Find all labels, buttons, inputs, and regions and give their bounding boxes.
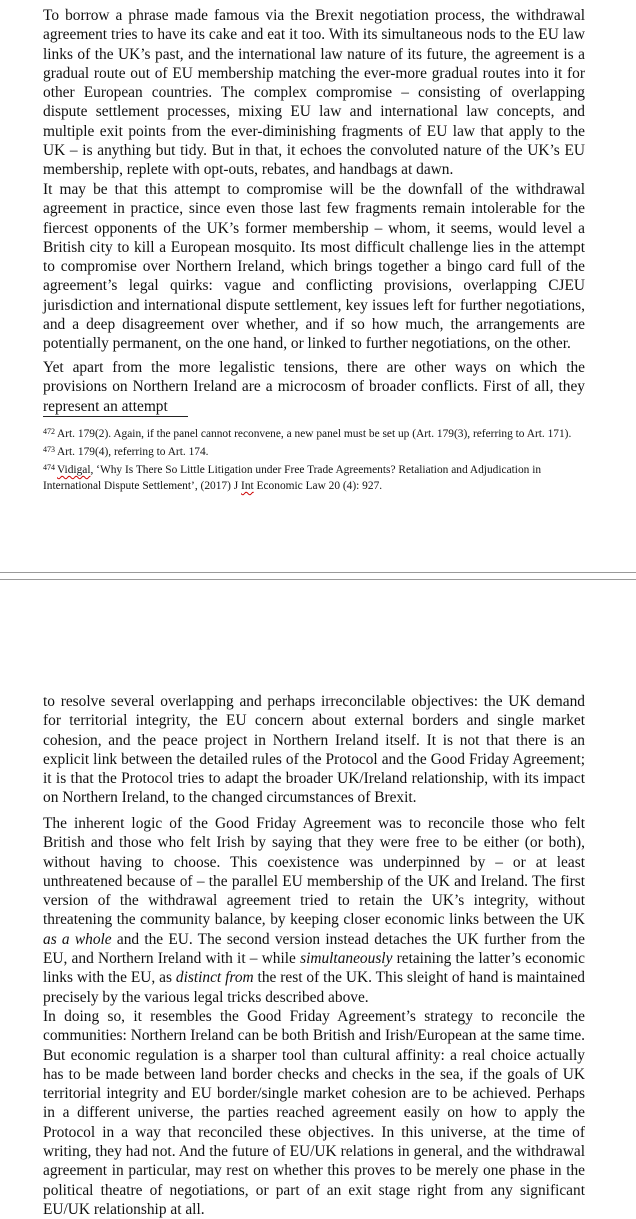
footnote-number: 472 bbox=[43, 427, 55, 436]
emphasis-distinct-from: distinct from bbox=[175, 969, 254, 987]
footnote-text: Art. 179(4), referring to Art. 174. bbox=[57, 446, 209, 458]
paragraph-overlapping-objectives: to resolve several overlapping and perhaps irreconcilable objectives: the UK demand for territorial integrity, the EU concern about external borders and single market cohesion, and the peace project in Northern Ireland itself. It is not that there is an explicit link between the detailed rules of the Protocol and the Good Friday Agreement; it is that the Protocol tries to adapt the broader UK/Ireland relationship, with its impact on Northern Ireland, to the changed circumstances of Brexit. bbox=[43, 693, 585, 807]
text-run: The inherent logic of the Good Friday Agreement was to reconcile those who felt British and those who felt Irish by saying that they were free to be either (or both), without having to choose. This coexistence was underpinned by – or at least unthreatened because of – the parallel EU membership of the UK and Ireland. The first version of the withdrawal agreement tried to retain the UK’s integrity, without threatening the community balance, by keeping closer economic links between the UK bbox=[43, 815, 585, 929]
footnote-472 bbox=[43, 424, 591, 442]
page-one bbox=[0, 0, 636, 572]
footnote-474 bbox=[43, 460, 591, 494]
paragraph-good-friday-logic bbox=[43, 814, 585, 1007]
paragraph-doing-so: In doing so, it resembles the Good Friday Agreement’s strategy to reconcile the communities: Northern Ireland can be both British and Irish/European at the same time. But economic regulation is a sharper tool than cultural affinity: a real choice actually has to be made between land border checks and checks in the sea, if the goals of UK territorial integrity and EU border/single market cohesion are to be achieved. Perhaps in a different universe, the parties reached agreement easily on how to apply the Protocol in a way that reconciled these objectives. In this universe, at the time of writing, they had not. And the future of EU/UK relations in general, and the withdrawal agreement in particular, may rest on whether this proves to be merely one phase in the political theatre of negotiations, or part of an exit stage right from any significant EU/UK relationship at all. bbox=[43, 1008, 585, 1218]
page-break bbox=[0, 572, 636, 580]
emphasis-simultaneously: simultaneously bbox=[300, 950, 393, 968]
page-two bbox=[0, 580, 636, 1218]
paragraph-legalistic-tensions: Yet apart from the more legalistic tensions, there are other ways on which the provisions on Northern Ireland are a microcosm of broader conflicts. First of all, they represent an attempt bbox=[43, 359, 585, 415]
footnote-text-tail: Economic Law 20 (4): 927. bbox=[253, 480, 383, 492]
text-run: and the EU. The second version instead detaches the UK further from the EU, and Northern Ireland with it – while bbox=[43, 930, 585, 968]
footnote-473 bbox=[43, 442, 591, 460]
footnote-separator bbox=[43, 416, 188, 417]
footnote-text: Art. 179(2). Again, if the panel cannot reconvene, a new panel must be set up (Art. 179(3), referring to Art. 171). bbox=[57, 428, 572, 440]
footnote-number: 473 bbox=[43, 445, 55, 454]
footnote-text: , ‘Why Is There So Little Litigation under Free Trade Agreements? Retaliation and Adjudication in International Dispute Settlement’, (2017) J bbox=[43, 464, 542, 492]
paragraph-cake-and-eat-it: To borrow a phrase made famous via the Brexit negotiation process, the withdrawal agreement tries to have its cake and eat it too. With its simultaneous nods to the EU law links of the UK’s past, and the international law nature of its future, the agreement is a gradual route out of EU membership matching the ever-more gradual routes into it for other European countries. The complex compromise – consisting of overlapping dispute settlement processes, mixing EU law and international law concepts, and multiple exit points from the ever-diminishing fragments of EU law that apply to the UK – is anything but tidy. But in that, it echoes the convoluted nature of the UK’s EU membership, replete with opt-outs, rebates, and handbags at dawn. bbox=[43, 7, 585, 179]
text-run: the rest of the UK. This sleight of hand is maintained precisely by the various legal tricks described above. bbox=[43, 969, 585, 1006]
footnote-number: 474 bbox=[43, 463, 55, 472]
footnotes bbox=[43, 424, 591, 494]
footnote-author: Vidigal bbox=[57, 464, 91, 476]
footnote-flagged-word: Int bbox=[241, 480, 254, 492]
emphasis-as-a-whole: as a whole bbox=[43, 930, 112, 948]
paragraph-compromise-downfall: It may be that this attempt to compromise will be the downfall of the withdrawal agreement in practice, since even those last few fragments remain intolerable for the fiercest opponents of the UK’s former membership – whom, it seems, would level a British city to kill a European mosquito. Its most difficult challenge lies in the attempt to compromise over Northern Ireland, which brings together a bingo card full of the agreement’s legal quirks: vague and conflicting provisions, overlapping CJEU jurisdiction and international dispute settlement, key issues left for further negotiations, and a deep disagreement over whether, and if so how much, the arrangements are potentially permanent, on the one hand, or linked to further negotiations, on the other. bbox=[43, 181, 585, 353]
text-run: retaining the latter’s economic links with the EU, as bbox=[43, 950, 585, 987]
